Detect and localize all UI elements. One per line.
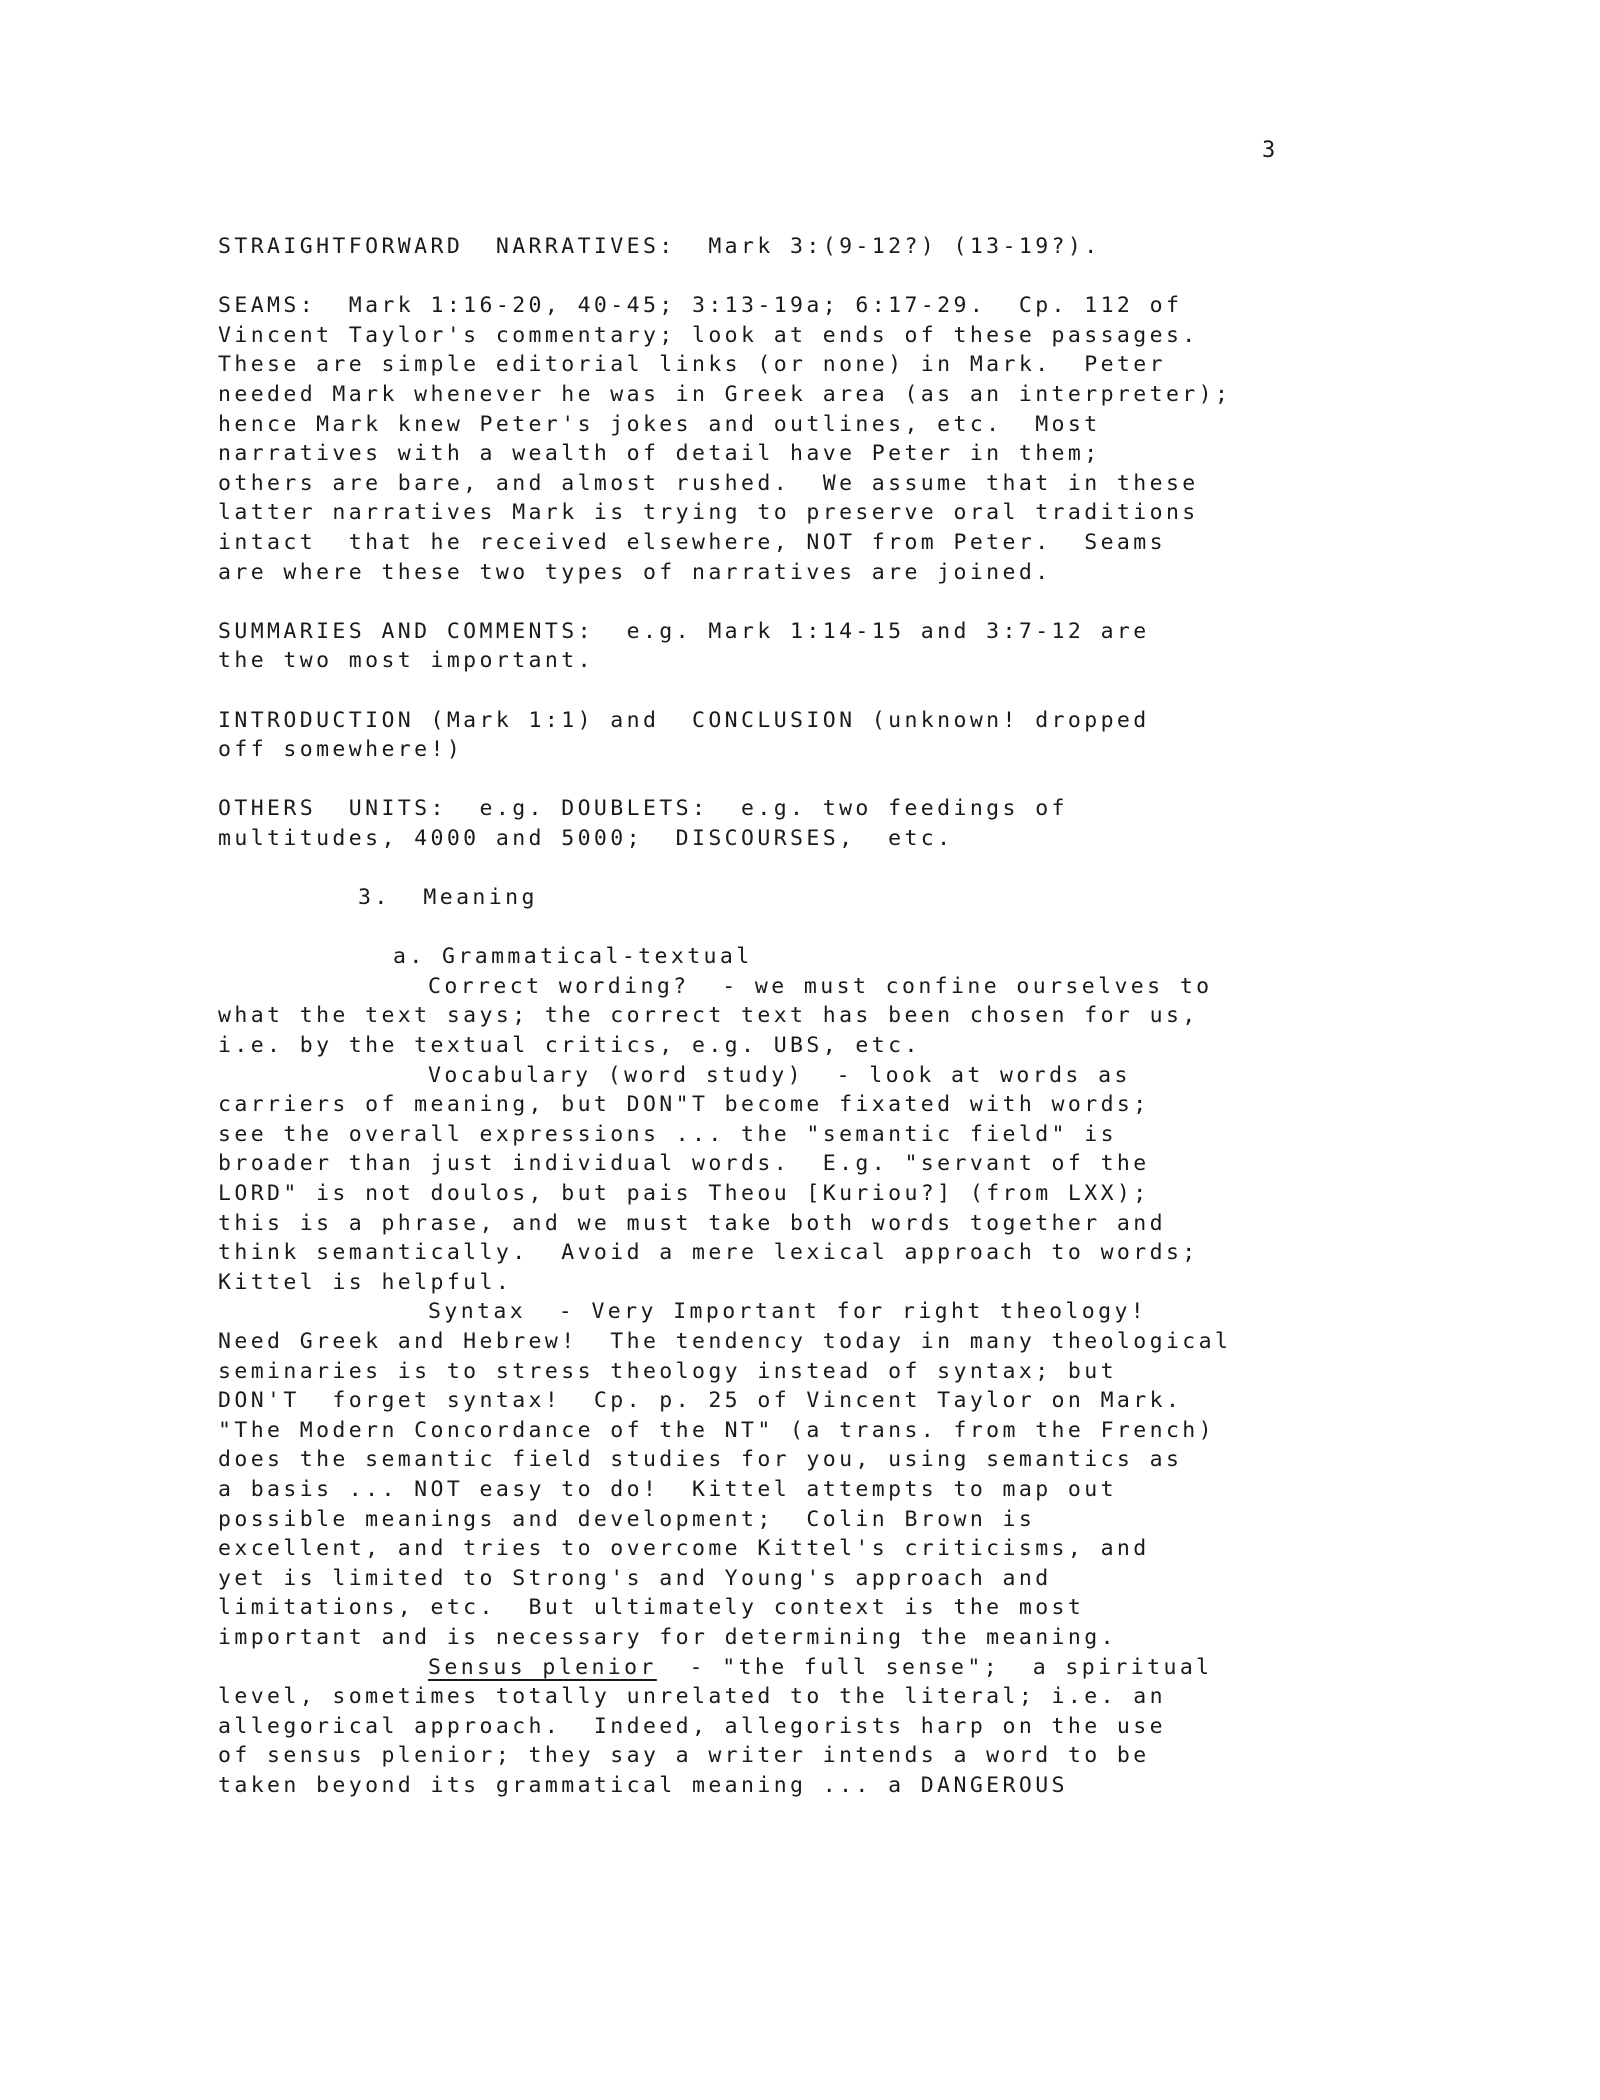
seams-paragraph <box>218 291 1338 587</box>
text-line: needed Mark whenever he was in Greek area (as an interpreter); <box>218 381 1232 407</box>
text-line: INTRODUCTION (Mark 1:1) and CONCLUSION (unknown! dropped <box>218 707 1150 733</box>
text-line: Syntax - Very Important for right theology! <box>428 1299 1148 1325</box>
text-line: hence Mark knew Peter's jokes and outlines, etc. Most <box>218 411 1101 437</box>
sensus-plenior-term: Sensus plenior <box>428 1654 657 1680</box>
vocabulary-paragraph <box>218 1061 1338 1298</box>
section-heading: 3. Meaning <box>358 885 538 911</box>
text-line: a basis ... NOT easy to do! Kittel attempts to map out <box>218 1476 1117 1502</box>
text-line: seminaries is to stress theology instead of syntax; but <box>218 1358 1117 1384</box>
text-line: see the overall expressions ... the "semantic field" is <box>218 1121 1117 1147</box>
page-number: 3 <box>1262 138 1278 163</box>
text-line: Vocabulary (word study) - look at words as <box>428 1062 1131 1088</box>
text-line: the two most important. <box>218 648 594 674</box>
other-units-paragraph <box>218 794 1338 853</box>
text-line: important and is necessary for determining the meaning. <box>218 1624 1117 1650</box>
text-line: multitudes, 4000 and 5000; DISCOURSES, etc. <box>218 825 954 851</box>
sensus-plenior-definition: - "the full sense"; a spiritual <box>656 1654 1213 1680</box>
text-line: Kittel is helpful. <box>218 1269 513 1295</box>
text-line: Vincent Taylor's commentary; look at ends of these passages. <box>218 322 1199 348</box>
text-line: others are bare, and almost rushed. We assume that in these <box>218 470 1199 496</box>
text-line: level, sometimes totally unrelated to the literal; i.e. an <box>218 1684 1166 1710</box>
text-line: i.e. by the textual critics, e.g. UBS, etc. <box>218 1033 921 1059</box>
text-line: what the text says; the correct text has been chosen for us, <box>218 1003 1199 1029</box>
text-line: STRAIGHTFORWARD NARRATIVES: Mark 3:(9-12?) (13-19?). <box>218 234 1101 259</box>
text-line: narratives with a wealth of detail have Peter in them; <box>218 441 1101 467</box>
text-line: possible meanings and development; Colin Brown is <box>218 1506 1036 1532</box>
text-line: LORD" is not doulos, but pais Theou [Kuriou?] (from LXX); <box>218 1181 1150 1206</box>
subsection-heading: a. Grammatical-textual <box>393 944 753 970</box>
text-line: broader than just individual words. E.g. "servant of the <box>218 1151 1150 1177</box>
syntax-paragraph <box>218 1297 1338 1652</box>
text-line: are where these two types of narratives are joined. <box>218 559 1052 585</box>
text-line: latter narratives Mark is trying to preserve oral traditions <box>218 500 1199 526</box>
text-line: intact that he received elsewhere, NOT from Peter. Seams <box>218 529 1166 555</box>
text-line: yet is limited to Strong's and Young's approach and <box>218 1565 1052 1591</box>
sensus-plenior-paragraph <box>218 1653 1338 1801</box>
text-line: These are simple editorial links (or none) in Mark. Peter <box>218 352 1166 378</box>
text-line: off somewhere!) <box>218 737 464 763</box>
text-line: does the semantic field studies for you, using semantics as <box>218 1447 1183 1473</box>
text-line: think semantically. Avoid a mere lexical approach to words; <box>218 1240 1199 1266</box>
text-line: of sensus plenior; they say a writer intends a word to be <box>218 1743 1150 1769</box>
text-line: limitations, etc. But ultimately context is the most <box>218 1595 1085 1621</box>
text-line: "The Modern Concordance of the NT" (a trans. from the French) <box>218 1417 1215 1443</box>
text-line: Need Greek and Hebrew! The tendency today in many theological <box>218 1328 1232 1354</box>
text-line: SEAMS: Mark 1:16-20, 40-45; 3:13-19a; 6:17-29. Cp. 112 of <box>218 293 1183 319</box>
correct-wording-paragraph <box>218 972 1338 1061</box>
text-line: DON'T forget syntax! Cp. p. 25 of Vincent Taylor on Mark. <box>218 1388 1183 1414</box>
text-line: taken beyond its grammatical meaning ... a DANGEROUS <box>218 1772 1068 1798</box>
text-line: Correct wording? - we must confine ourselves to <box>428 973 1213 999</box>
text-line: SUMMARIES AND COMMENTS: e.g. Mark 1:14-15 and 3:7-12 are <box>218 618 1150 644</box>
introduction-paragraph <box>218 706 1338 765</box>
page-body <box>218 232 1338 1800</box>
text-line: OTHERS UNITS: e.g. DOUBLETS: e.g. two feedings of <box>218 796 1068 822</box>
straightforward-narratives-paragraph <box>218 232 1338 262</box>
text-line: allegorical approach. Indeed, allegorists harp on the use <box>218 1713 1166 1739</box>
text-line: carriers of meaning, but DON"T become fixated with words; <box>218 1092 1150 1118</box>
text-line: this is a phrase, and we must take both words together and <box>218 1210 1166 1236</box>
text-line: excellent, and tries to overcome Kittel's criticisms, and <box>218 1536 1150 1562</box>
text-line <box>218 1653 1338 1683</box>
summaries-paragraph <box>218 617 1338 676</box>
